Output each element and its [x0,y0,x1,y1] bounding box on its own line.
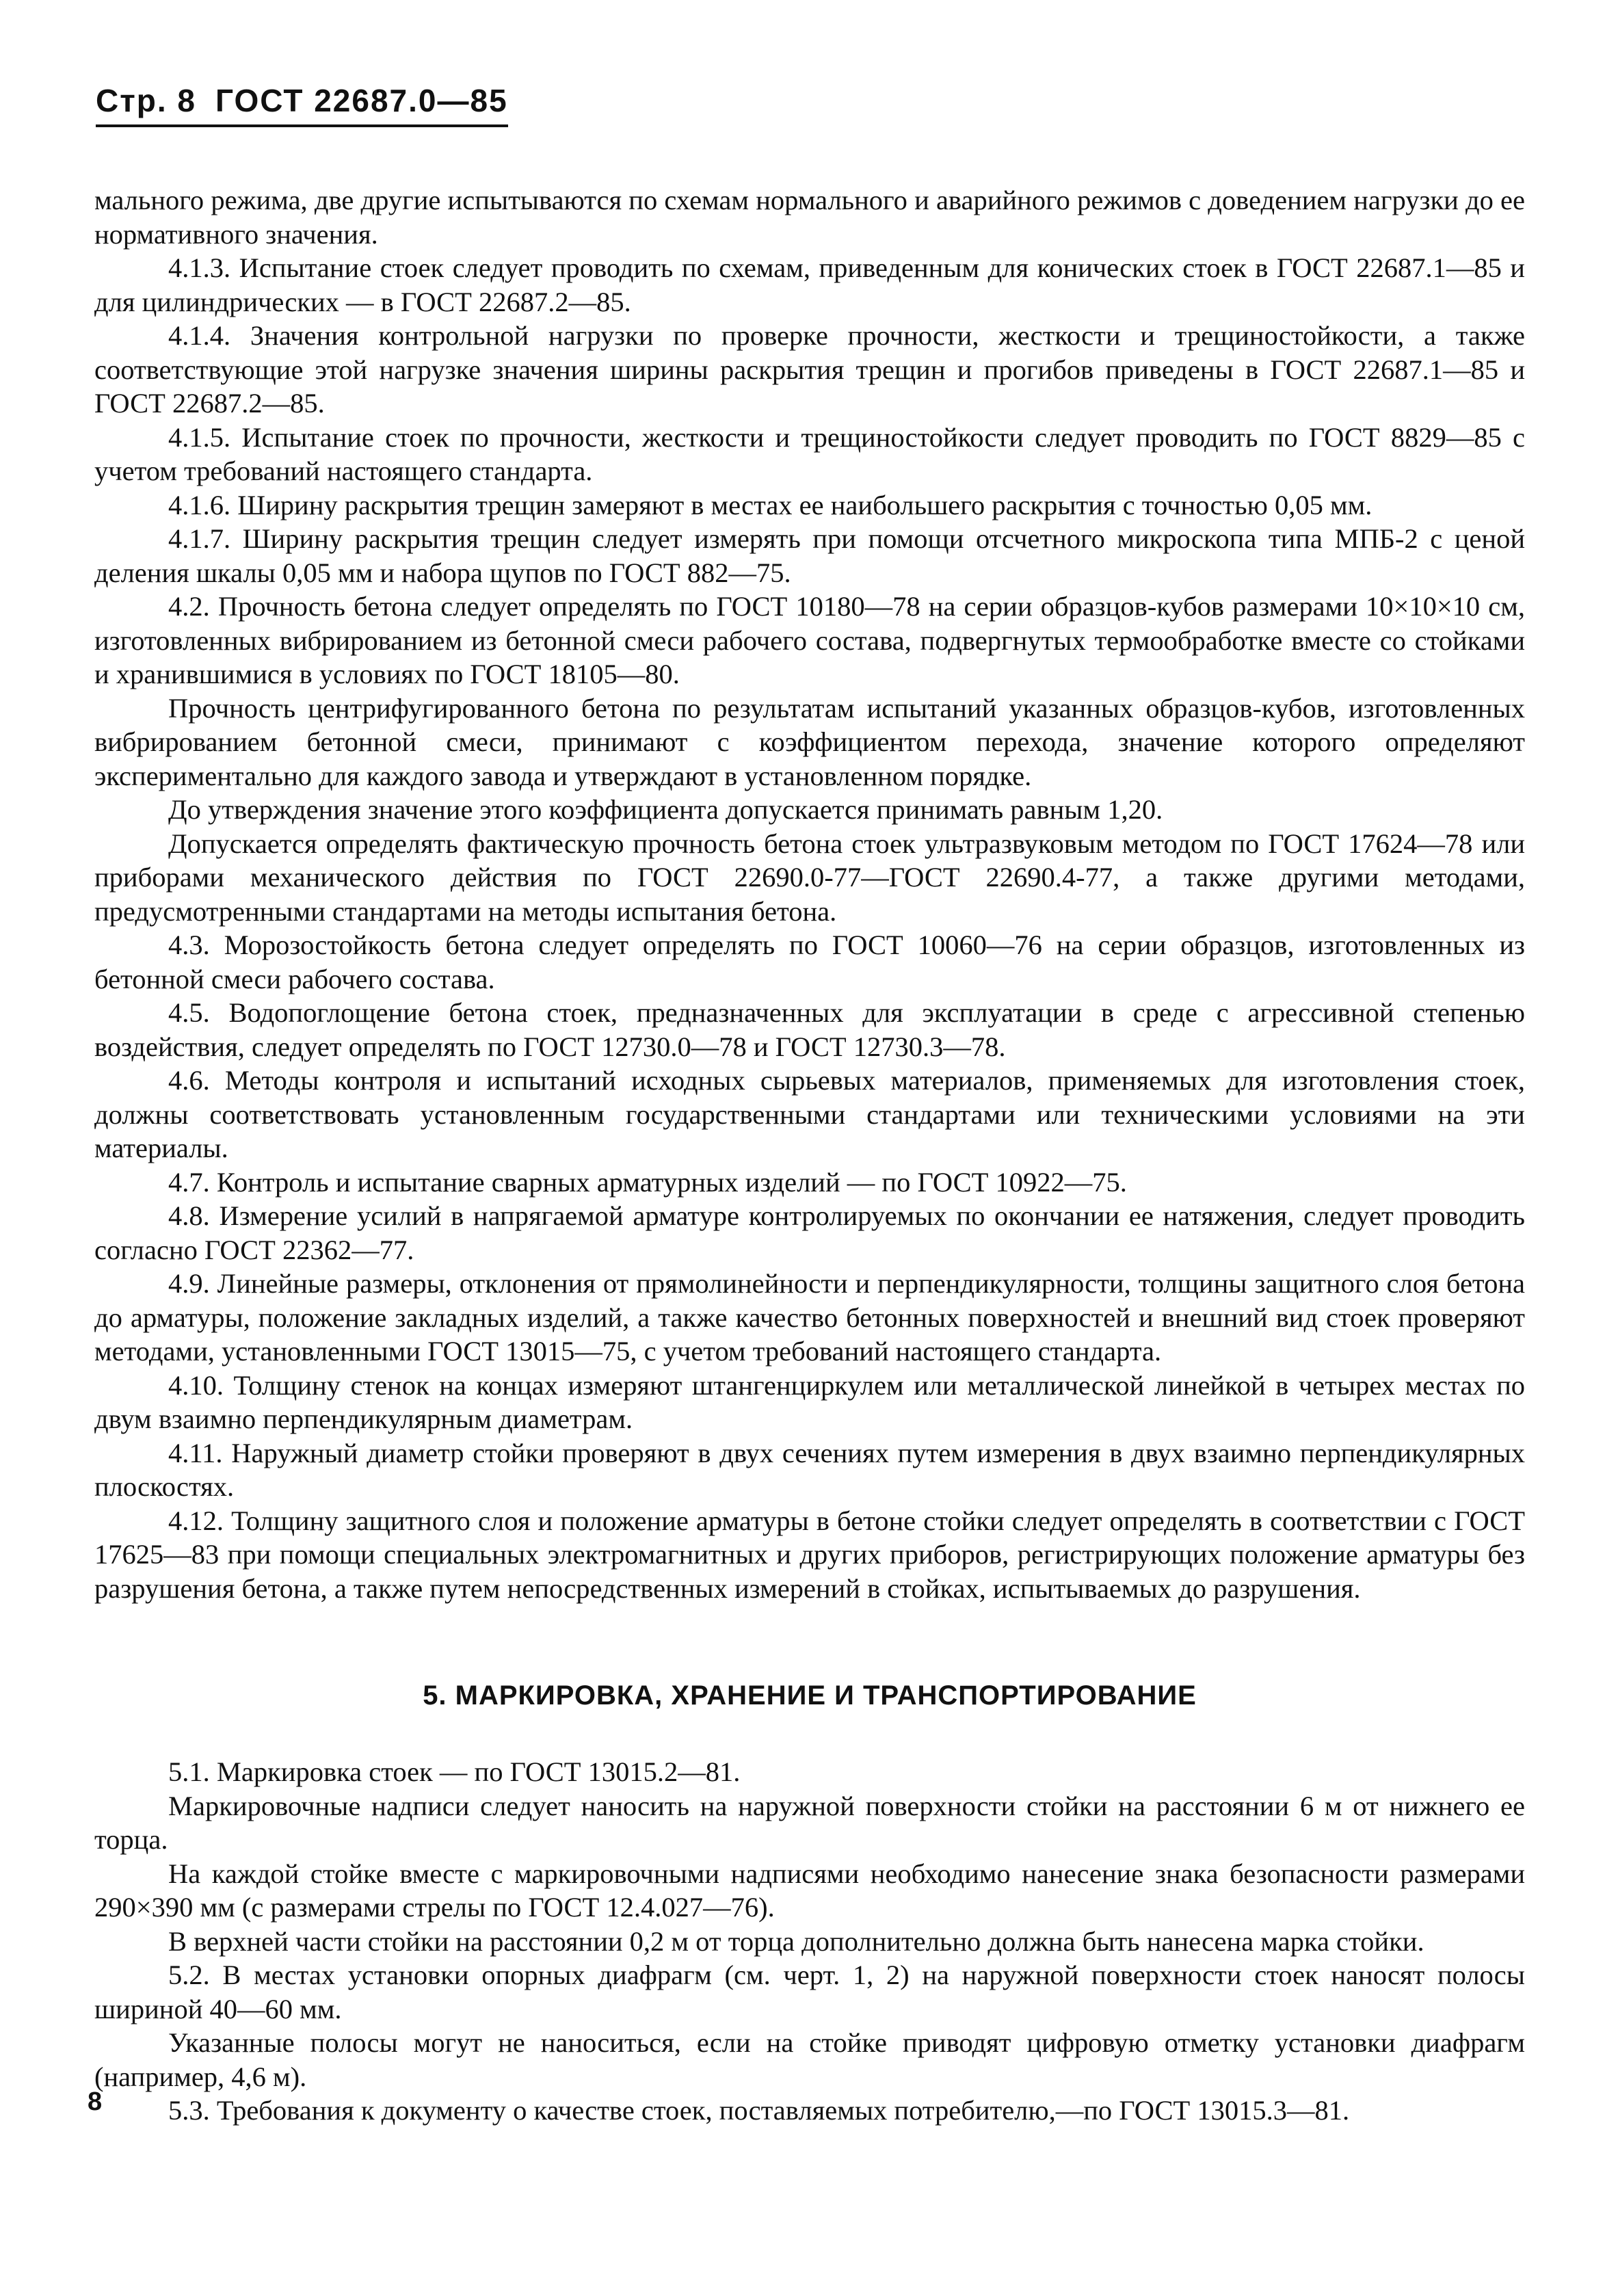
page-body [94,183,1525,2128]
paragraph: 4.1.3. Испытание стоек следует проводить по схемам, приведенным для конических стоек в ГОСТ 22687.1—85 и для цилиндрических — в ГОСТ 22687.2—85. [94,252,1525,317]
page-label: Стр. 8 [96,83,196,118]
paragraph: 4.1.6. Ширину раскрытия трещин замеряют в местах ее наибольшего раскрытия с точностью 0,05 мм. [168,489,1372,520]
paragraph: Указанные полосы могут не наноситься, если на стойке приводят цифровую отметку установки диафрагм (например, 4,6 м). [94,2027,1525,2092]
paragraph: В верхней части стойки на расстоянии 0,2 м от торца дополнительно должна быть нанесена марка стойки. [168,1925,1424,1957]
paragraph: Прочность центрифугированного бетона по результатам испытаний указанных образцов-кубов, изготовленных вибрированием бетонной смеси, принимают с коэффициентом перехода, значение которого определяют экспериментально для каждого завода и утверждают в установленном порядке. [94,692,1525,791]
paragraph: 4.9. Линейные размеры, отклонения от прямолинейности и перпендикулярности, толщины защитного слоя бетона до арматуры, положение закладных изделий, а также качество бетонных поверхностей и внешний вид стоек проверяют методами, установленными ГОСТ 13015—75, с учетом требований настоящего стандарта. [94,1268,1525,1367]
paragraph: 4.5. Водопоглощение бетона стоек, предназначенных для эксплуатации в среде с агрессивной степенью воздействия, следует определять по ГОСТ 12730.0—78 и ГОСТ 12730.3—78. [94,997,1525,1062]
paragraph: 4.11. Наружный диаметр стойки проверяют в двух сечениях путем измерения в двух взаимно перпендикулярных плоскостях. [94,1437,1525,1502]
standard-number: ГОСТ 22687.0—85 [215,83,508,118]
paragraph: 5.1. Маркировка стоек — по ГОСТ 13015.2—81. [168,1756,741,1787]
page-number: 8 [88,2087,103,2116]
paragraph: 4.8. Измерение усилий в напрягаемой арматуре контролируемых по окончании ее натяжения, следует проводить согласно ГОСТ 22362—77. [94,1200,1525,1265]
section-heading: 5. МАРКИРОВКА, ХРАНЕНИЕ И ТРАНСПОРТИРОВАНИЕ [423,1680,1197,1711]
paragraph: 4.10. Толщину стенок на концах измеряют штангенциркулем или металлической линейкой в четырех местах по двум взаимно перпендикулярным диаметрам. [94,1369,1525,1434]
paragraph: 4.3. Морозостойкость бетона следует определять по ГОСТ 10060—76 на серии образцов, изготовленных из бетонной смеси рабочего состава. [94,929,1525,994]
paragraph: На каждой стойке вместе с маркировочными надписями необходимо нанесение знака безопасности размерами 290×390 мм (с размерами стрелы по ГОСТ 12.4.027—76). [94,1858,1525,1923]
paragraph: До утверждения значение этого коэффициента допускается принимать равным 1,20. [168,794,1163,825]
paragraph: 5.3. Требования к документу о качестве стоек, поставляемых потребителю,—по ГОСТ 13015.3—81. [168,2095,1350,2126]
paragraph: 5.2. В местах установки опорных диафрагм (см. черт. 1, 2) на наружной поверхности стоек наносят полосы шириной 40—60 мм. [94,1959,1525,2024]
paragraph: 4.12. Толщину защитного слоя и положение арматуры в бетоне стойки следует определять в соответствии с ГОСТ 17625—83 при помощи специальных электромагнитных и других приборов, регистрирующих положение арматуры без разрушения бетона, а также путем непосредственных измерений в стойках, испытываемых до разрушения. [94,1505,1525,1604]
paragraph: 4.7. Контроль и испытание сварных арматурных изделий — по ГОСТ 10922—75. [168,1166,1127,1198]
paragraph: 4.1.4. Значения контрольной нагрузки по проверке прочности, жесткости и трещиностойкости, а также соответствующие этой нагрузке значения ширины раскрытия трещин и прогибов приведены в ГОСТ 22687.1—85 и ГОСТ 22687.2—85. [94,320,1525,419]
paragraph: 4.6. Методы контроля и испытаний исходных сырьевых материалов, применяемых для изготовления стоек, должны соответствовать установленным государственными стандартами или техническими условиями на эти материалы. [94,1065,1525,1163]
page-header [96,82,508,127]
paragraph: 4.1.5. Испытание стоек по прочности, жесткости и трещиностойкости следует проводить по ГОСТ 8829—85 с учетом требований настоящего стандарта. [94,421,1525,486]
paragraph: мального режима, две другие испытываются по схемам нормального и аварийного режимов с доведением нагрузки до ее нормативного значения. [94,185,1525,250]
paragraph: Допускается определять фактическую прочность бетона стоек ультразвуковым методом по ГОСТ 17624—78 или приборами механического действия по ГОСТ 22690.0-77—ГОСТ 22690.4-77, а также другими методами, предусмотренными стандартами на методы испытания бетона. [94,828,1525,927]
paragraph: 4.2. Прочность бетона следует определять по ГОСТ 10180—78 на серии образцов-кубов размерами 10×10×10 см, изготовленных вибрированием из бетонной смеси рабочего состава, подвергнутых термообработке вместе со стойками и хранившимися в условиях по ГОСТ 18105—80. [94,591,1525,689]
paragraph: 4.1.7. Ширину раскрытия трещин следует измерять при помощи отсчетного микроскопа типа МПБ-2 с ценой деления шкалы 0,05 мм и набора щупов по ГОСТ 882—75. [94,523,1525,588]
paragraph: Маркировочные надписи следует наносить на наружной поверхности стойки на расстоянии 6 м от нижнего ее торца. [94,1790,1525,1855]
